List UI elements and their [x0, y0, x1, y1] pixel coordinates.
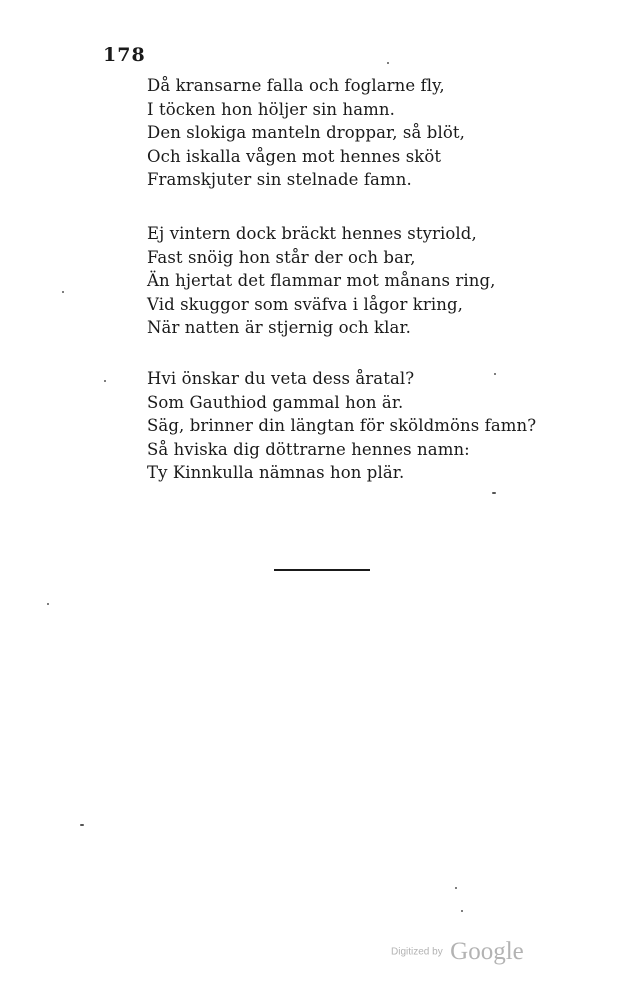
scan-speck — [492, 492, 496, 494]
poem-line: Ej vintern dock bräckt hennes styriold, — [147, 224, 477, 243]
scan-speck — [62, 291, 64, 293]
poem-line: Och iskalla vågen mot hennes sköt — [147, 146, 442, 166]
poem-line: Fast snöig hon står der och bar, — [147, 247, 416, 267]
stanza-2 — [147, 222, 495, 340]
google-logo: Google — [450, 938, 524, 965]
poem-line: Än hjertat det flammar mot månans ring, — [147, 271, 496, 290]
poem-line: Framskjuter sin stelnade famn. — [147, 170, 412, 189]
poem-line: Ty Kinnkulla nämnas hon plär. — [147, 463, 405, 482]
google-watermark — [391, 938, 524, 966]
stanza-1 — [147, 74, 465, 192]
poem-line: Den slokiga manteln droppar, så blöt, — [147, 123, 465, 142]
stanza-3 — [147, 367, 536, 485]
poem-line: Som Gauthiod gammal hon är. — [147, 392, 404, 412]
scan-speck — [494, 373, 496, 375]
scan-speck — [47, 603, 49, 605]
poem-line: Säg, brinner din längtan för sköldmöns famn? — [147, 416, 537, 435]
scan-speck — [387, 62, 389, 64]
scan-speck — [455, 887, 457, 889]
digitized-label: Digitized by — [391, 946, 443, 958]
scan-speck — [461, 910, 463, 912]
scan-speck — [104, 380, 106, 382]
poem-line: Så hviska dig döttrarne hennes namn: — [147, 439, 470, 459]
page-number: 178 — [103, 44, 146, 66]
scan-speck — [80, 824, 84, 826]
poem-line: Då kransarne falla och foglarne fly, — [147, 76, 445, 95]
poem-line: I töcken hon höljer sin hamn. — [147, 99, 395, 119]
poem-line: När natten är stjernig och klar. — [147, 318, 411, 337]
poem-line: Hvi önskar du veta dess åratal? — [147, 369, 415, 388]
poem-line: Vid skuggor som sväfva i lågor kring, — [147, 294, 463, 314]
end-divider — [274, 569, 370, 571]
